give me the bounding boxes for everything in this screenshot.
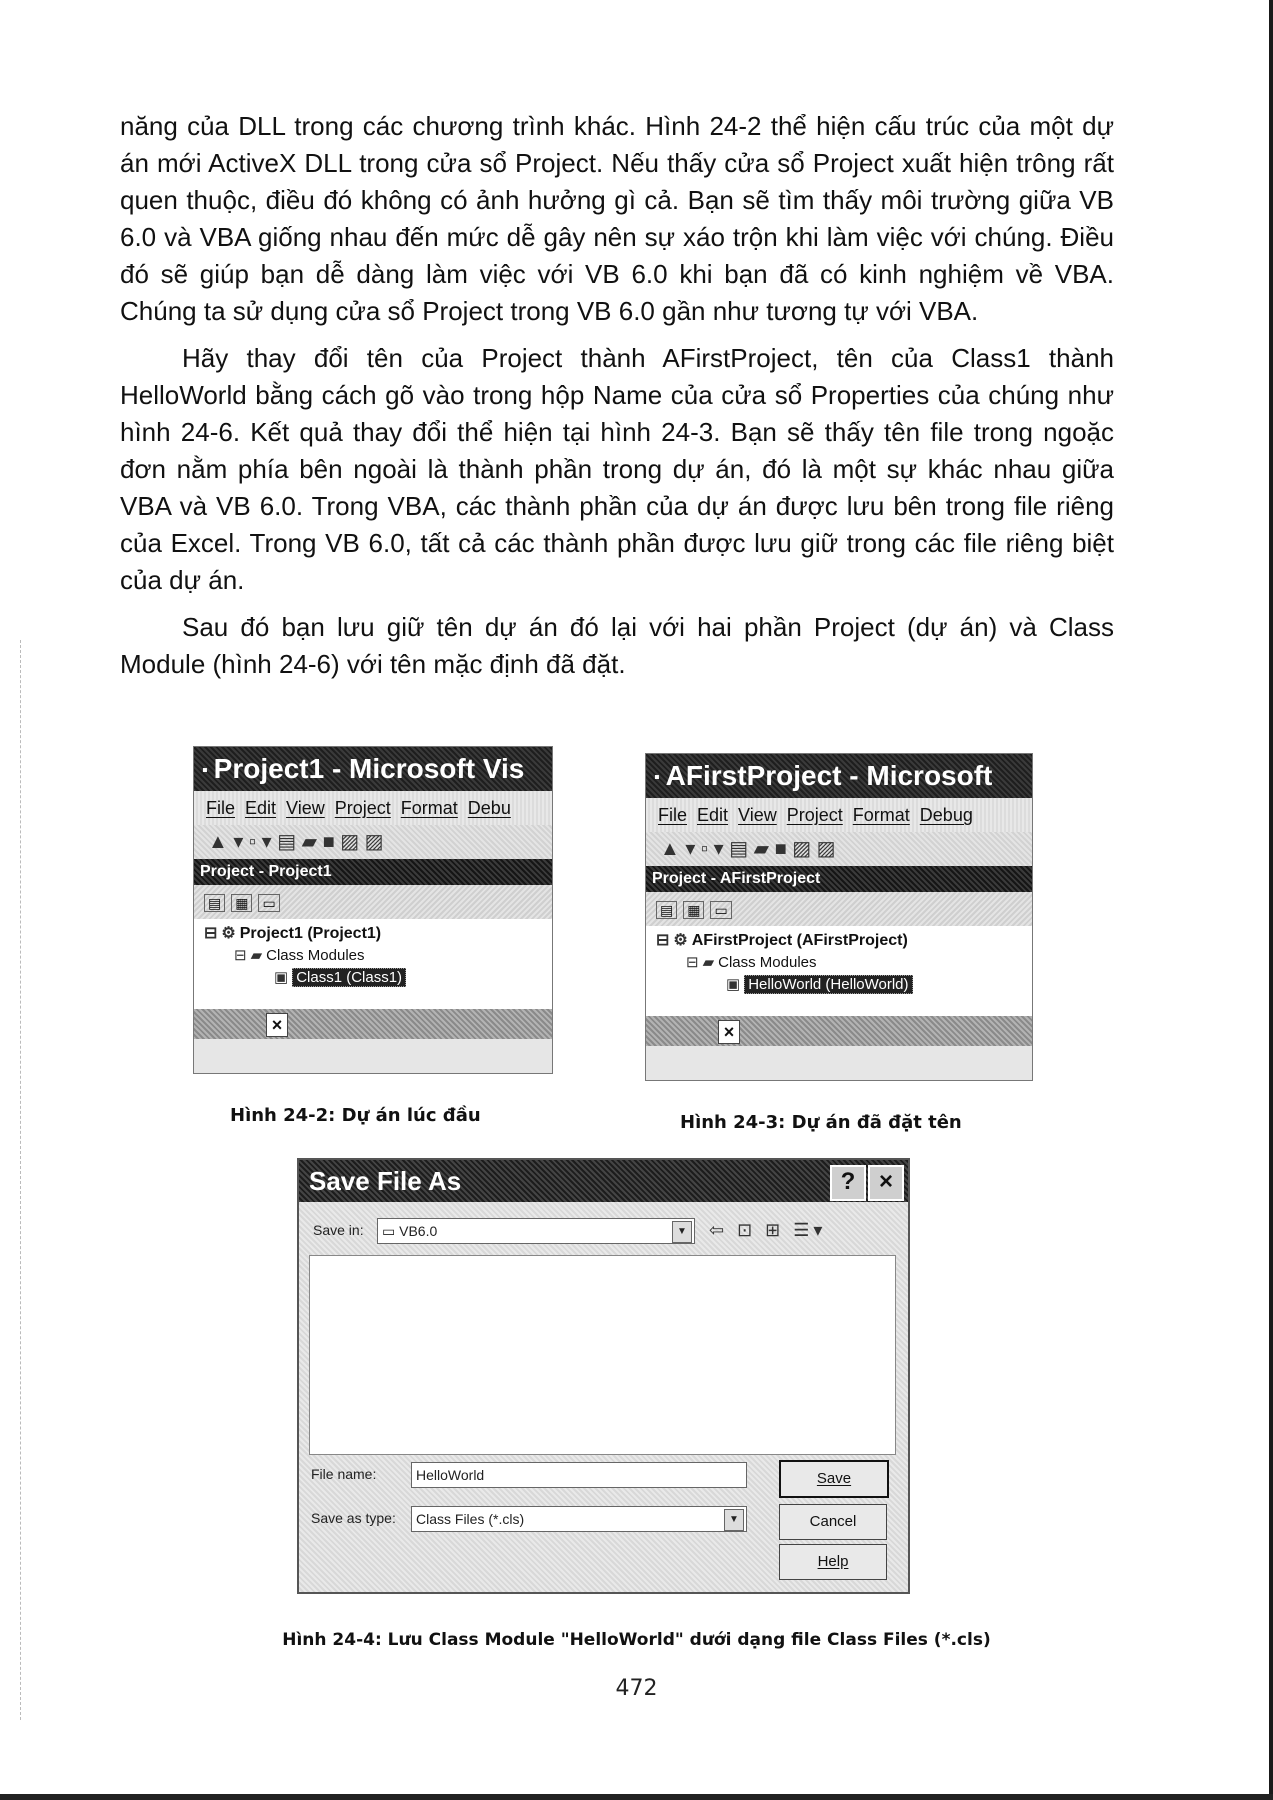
project-panel-title: Project - AFirstProject xyxy=(646,866,1032,892)
window-title: AFirstProject - Microsoft xyxy=(665,760,993,791)
file-name-label: File name: xyxy=(311,1466,377,1482)
project-tree xyxy=(194,919,552,1009)
class-module-icon: ▣ xyxy=(726,976,741,993)
tree-folder-label: Class Modules xyxy=(266,947,365,964)
menu-format[interactable]: Format xyxy=(852,805,910,825)
close-icon[interactable]: × xyxy=(868,1165,904,1201)
tree-item[interactable] xyxy=(656,974,1032,996)
figure-afirstproject-window xyxy=(645,753,1033,1081)
tree-folder-label: Class Modules xyxy=(718,954,817,971)
save-button-label: Save xyxy=(816,1470,852,1487)
tree-root[interactable] xyxy=(204,923,552,945)
figure-24-4-caption: Hình 24-4: Lưu Class Module "HelloWorld" dưới dạng file Class Files (*.cls) xyxy=(282,1630,991,1650)
menu-file[interactable]: File xyxy=(206,798,236,818)
figure-24-2-caption: Hình 24-2: Dự án lúc đầu xyxy=(230,1105,481,1126)
vb-app-icon: ▪ xyxy=(202,761,208,779)
folder-icon: ▰ xyxy=(702,954,715,971)
expand-minus-icon[interactable]: ⊟ xyxy=(204,925,218,942)
view-code-icon[interactable]: ▤ xyxy=(656,901,677,919)
expand-minus-icon[interactable]: ⊟ xyxy=(234,947,247,964)
page-number: 472 xyxy=(615,1676,658,1701)
project-icon: ⚙ xyxy=(673,932,688,949)
folder-icon: ▭ xyxy=(382,1223,400,1239)
close-icon[interactable]: × xyxy=(718,1020,740,1044)
toggle-folders-icon[interactable]: ▭ xyxy=(258,894,279,912)
menu-project[interactable]: Project xyxy=(786,805,843,825)
folder-icon: ▰ xyxy=(250,947,263,964)
tree-item-label: HelloWorld (HelloWorld) xyxy=(744,975,912,994)
menu-file[interactable]: File xyxy=(658,805,688,825)
menu-bar xyxy=(646,798,1032,832)
file-list[interactable] xyxy=(309,1255,896,1455)
menu-bar xyxy=(194,791,552,825)
menu-debug[interactable]: Debug xyxy=(919,805,973,825)
view-object-icon[interactable]: ▦ xyxy=(231,894,252,912)
paragraph-1: năng của DLL trong các chương trình khác. Hình 24-2 thể hiện cấu trúc của một dự án mới ActiveX DLL trong cửa sổ Project. Nếu thấy cửa sổ Project xuất hiện trông rất quen thuộc, điều đó không có ảnh hưởng gì cả. Bạn sẽ tìm thấy môi trường giữa VB 6.0 và VBA giống nhau đến mức dễ gây nên sự xáo trộn khi làm việc với chúng. Điều đó sẽ giúp bạn dễ dàng làm việc với VB 6.0 khi bạn đã có kinh nghiệm về VBA. Chúng ta sử dụng cửa sổ Project trong VB 6.0 gần như tương tự với VBA. xyxy=(120,111,1114,326)
window-title: Project1 - Microsoft Vis xyxy=(213,753,525,784)
tree-item[interactable] xyxy=(204,967,552,989)
tree-folder[interactable] xyxy=(204,945,552,967)
scan-edge-bottom xyxy=(0,1794,1273,1800)
panel-statusbar xyxy=(194,1009,552,1039)
scan-edge-right xyxy=(1269,0,1273,1800)
paragraph-3: Sau đó bạn lưu giữ tên dự án đó lại với hai phần Project (dự án) và Class Module (hình 24-6) với tên mặc định đã đặt. xyxy=(120,612,1114,679)
dialog-title: Save File As xyxy=(309,1166,462,1196)
project-icon: ⚙ xyxy=(221,925,236,942)
vb-app-icon: ▪ xyxy=(654,768,660,786)
file-name-input[interactable]: HelloWorld xyxy=(411,1462,747,1488)
figure-project1-window xyxy=(193,746,553,1074)
project-tree xyxy=(646,926,1032,1016)
save-in-value: VB6.0 xyxy=(399,1223,438,1239)
save-in-label: Save in: xyxy=(313,1222,364,1238)
menu-format[interactable]: Format xyxy=(400,798,458,818)
tree-folder[interactable] xyxy=(656,952,1032,974)
menu-view[interactable]: View xyxy=(286,798,325,818)
class-module-icon: ▣ xyxy=(274,969,289,986)
window-titlebar xyxy=(194,747,552,791)
body-text xyxy=(120,108,1114,693)
save-as-type-label: Save as type: xyxy=(311,1510,396,1526)
expand-minus-icon[interactable]: ⊟ xyxy=(656,932,670,949)
save-button[interactable] xyxy=(779,1460,889,1498)
dialog-nav-icons[interactable]: ⇦ ⊡ ⊞ ☰▾ xyxy=(709,1220,827,1240)
cancel-button[interactable]: Cancel xyxy=(779,1504,887,1540)
tree-root-label: Project1 (Project1) xyxy=(239,925,382,942)
panel-toolbar xyxy=(646,892,1032,926)
dialog-titlebar xyxy=(299,1160,908,1202)
save-as-type-select[interactable] xyxy=(411,1506,747,1532)
project-panel-title: Project - Project1 xyxy=(194,859,552,885)
save-file-as-dialog xyxy=(297,1158,910,1594)
menu-project[interactable]: Project xyxy=(334,798,391,818)
chevron-down-icon[interactable]: ▼ xyxy=(672,1221,692,1243)
panel-statusbar xyxy=(646,1016,1032,1046)
help-button-label: Help xyxy=(817,1553,849,1570)
close-icon[interactable]: × xyxy=(266,1013,288,1037)
chevron-down-icon[interactable]: ▼ xyxy=(724,1509,744,1531)
save-in-select[interactable] xyxy=(377,1218,695,1244)
help-icon[interactable]: ? xyxy=(830,1165,866,1201)
figure-24-3-caption: Hình 24-3: Dự án đã đặt tên xyxy=(680,1112,962,1133)
save-as-type-value: Class Files (*.cls) xyxy=(416,1511,525,1527)
view-object-icon[interactable]: ▦ xyxy=(683,901,704,919)
toggle-folders-icon[interactable]: ▭ xyxy=(710,901,731,919)
tree-root[interactable] xyxy=(656,930,1032,952)
toolbar-icons[interactable]: ▲ ▾ ▫ ▾ ▤ ▰ ■ ▨ ▨ xyxy=(646,832,1032,866)
window-titlebar xyxy=(646,754,1032,798)
menu-view[interactable]: View xyxy=(738,805,777,825)
menu-edit[interactable]: Edit xyxy=(697,805,729,825)
menu-edit[interactable]: Edit xyxy=(245,798,277,818)
expand-minus-icon[interactable]: ⊟ xyxy=(686,954,699,971)
help-button[interactable] xyxy=(779,1544,887,1580)
view-code-icon[interactable]: ▤ xyxy=(204,894,225,912)
tree-root-label: AFirstProject (AFirstProject) xyxy=(691,932,908,949)
menu-debug[interactable]: Debu xyxy=(467,798,511,818)
toolbar-icons[interactable]: ▲ ▾ ▫ ▾ ▤ ▰ ■ ▨ ▨ xyxy=(194,825,552,859)
paragraph-2: Hãy thay đổi tên của Project thành AFirstProject, tên của Class1 thành HelloWorld bằng cách gõ vào trong hộp Name của cửa sổ Properties của chúng như hình 24-6. Kết quả thay đổi thể hiện tại hình 24-3. Bạn sẽ thấy tên file trong ngoặc đơn nằm phía bên ngoài là thành phần trong dự án, đó là một sự khác nhau giữa VBA và VB 6.0. Trong VBA, các thành phần của dự án được lưu bên trong file riêng của Excel. Trong VB 6.0, tất cả các thành phần được lưu giữ trong các file riêng biệt của dự án. xyxy=(120,343,1114,595)
tree-item-label: Class1 (Class1) xyxy=(292,968,406,987)
scan-edge-left xyxy=(20,640,22,1720)
panel-toolbar xyxy=(194,885,552,919)
